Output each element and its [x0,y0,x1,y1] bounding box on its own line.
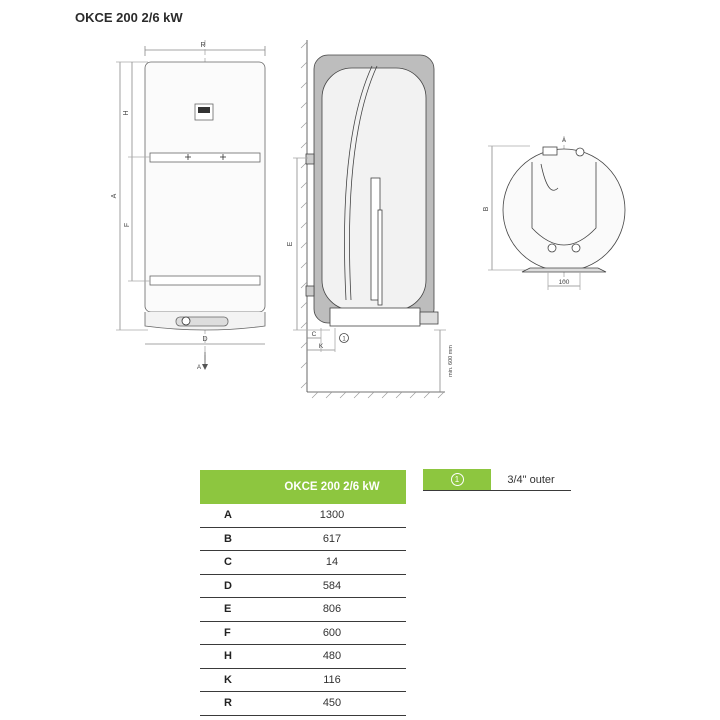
label-100: 100 [558,279,570,286]
legend-text: 3/4" outer [491,469,571,491]
front-view [116,40,265,370]
label-B: B [483,206,490,212]
label-min-clearance: min. 600 mm [448,345,454,377]
table-row: A 1300 [200,504,406,527]
legend-symbol-cell [423,469,491,491]
table-row: C 14 [200,551,406,575]
label-D: D [202,336,208,343]
table-row: H 480 [200,645,406,669]
label-E: E [287,241,294,247]
table-row: F 600 [200,621,406,645]
legend-table [423,469,571,491]
label-R: R [200,42,206,49]
label-H: H [123,110,130,116]
table-row: E 806 [200,598,406,622]
section-view [293,40,446,398]
table-row: D 584 [200,574,406,598]
legend-symbol: 1 [451,473,464,486]
port-marker: 1 [342,336,346,343]
label-A: A [111,193,118,199]
table-row: R 450 [200,692,406,716]
page-title: OKCE 200 2/6 kW [75,10,183,25]
top-view [488,136,625,290]
table-row: B 617 [200,527,406,551]
dimension-table [200,470,406,716]
label-K: K [318,343,324,350]
table-header-model: OKCE 200 2/6 kW [258,470,406,504]
table-row: K 116 [200,668,406,692]
label-F: F [124,222,131,228]
label-C: C [311,331,317,338]
legend-row [423,469,571,491]
table-header-blank [200,470,258,504]
label-A-arrow: A [196,365,202,371]
label-A-top: A [561,138,567,144]
